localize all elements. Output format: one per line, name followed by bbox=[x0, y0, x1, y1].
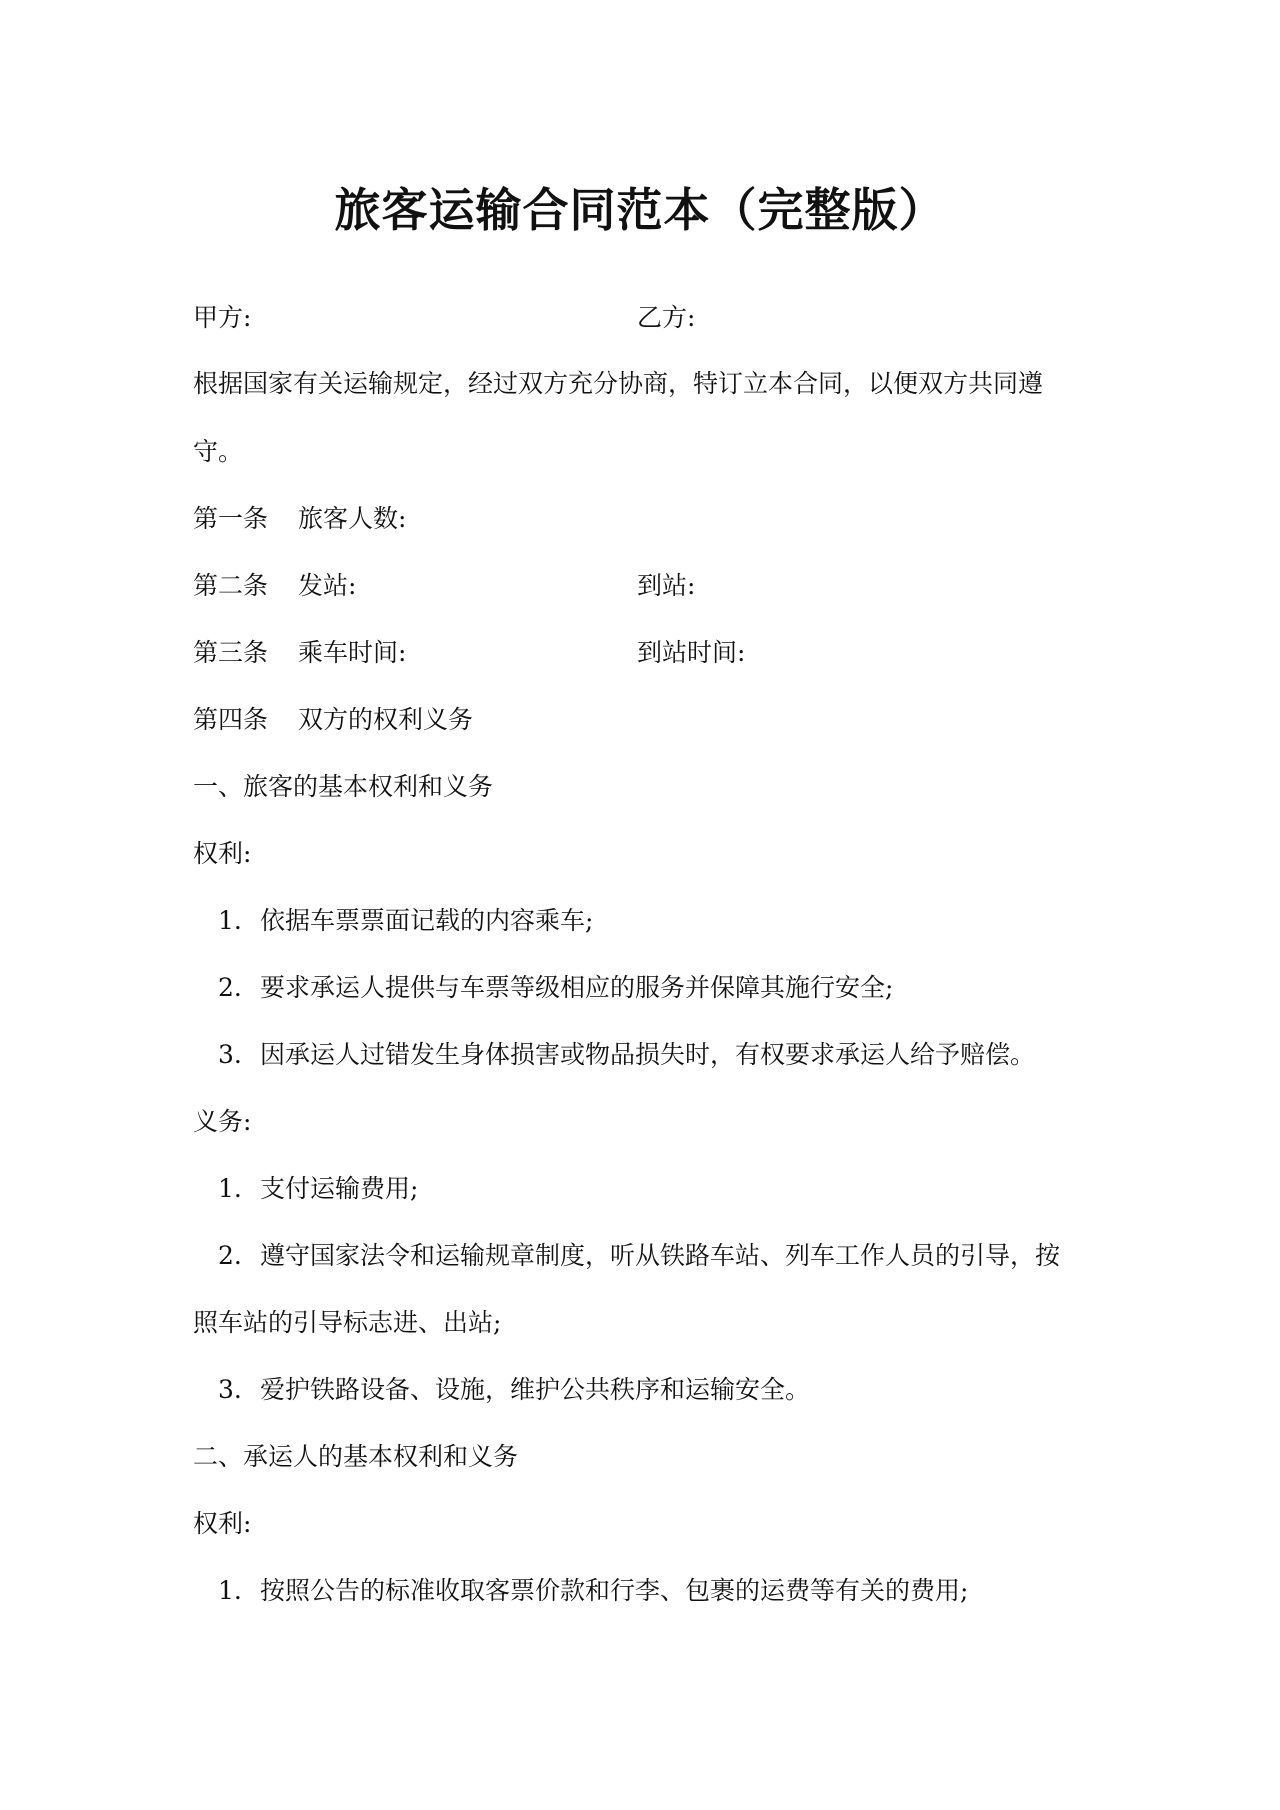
section-1-right-1-text: 依据车票票面记载的内容乘车; bbox=[260, 906, 594, 935]
article-1-text: 旅客人数: bbox=[298, 504, 407, 533]
document-title: 旅客运输合同范本（完整版） bbox=[334, 183, 946, 237]
section-2-heading: 二、承运人的基本权利和义务 bbox=[193, 1442, 519, 1471]
article-3-text: 乘车时间: bbox=[298, 638, 407, 667]
section-1-duties-label: 义务: bbox=[193, 1107, 252, 1136]
section-1-duty-2-text: 遵守国家法令和运输规章制度，听从铁路车站、列车工作人员的引导，按 bbox=[260, 1241, 1061, 1270]
section-1-duty-3-text: 爱护铁路设备、设施，维护公共秩序和运输安全。 bbox=[260, 1375, 811, 1404]
party-a-label: 甲方: bbox=[193, 303, 252, 332]
section-1-heading: 一、旅客的基本权利和义务 bbox=[193, 772, 494, 801]
section-1-right-2-num: 2. bbox=[218, 973, 242, 1002]
section-2-rights-label: 权利: bbox=[193, 1509, 252, 1538]
section-1-right-3-text: 因承运人过错发生身体损害或物品损失时，有权要求承运人给予赔偿。 bbox=[260, 1040, 1036, 1069]
article-4-label: 第四条 bbox=[193, 705, 269, 734]
article-1-label: 第一条 bbox=[193, 504, 269, 533]
section-1-right-3-num: 3. bbox=[218, 1040, 242, 1069]
section-2-right-1-num: 1. bbox=[218, 1576, 242, 1605]
party-b-label: 乙方: bbox=[637, 303, 696, 332]
section-1-right-2-text: 要求承运人提供与车票等级相应的服务并保障其施行安全; bbox=[260, 973, 894, 1002]
article-2-text: 发站: bbox=[298, 571, 357, 600]
article-4-text: 双方的权利义务 bbox=[298, 705, 474, 734]
article-3-right: 到站时间: bbox=[637, 638, 746, 667]
section-1-right-1-num: 1. bbox=[218, 906, 242, 935]
section-1-duty-2-num: 2. bbox=[218, 1241, 242, 1270]
intro-line-2: 守。 bbox=[193, 437, 244, 466]
intro-line-1: 根据国家有关运输规定，经过双方充分协商，特订立本合同，以便双方共同遵 bbox=[193, 369, 1044, 398]
section-1-duty-2-continuation: 照车站的引导标志进、出站; bbox=[193, 1308, 502, 1337]
article-2-label: 第二条 bbox=[193, 571, 269, 600]
article-3-label: 第三条 bbox=[193, 638, 269, 667]
section-1-duty-1-text: 支付运输费用; bbox=[260, 1174, 419, 1203]
section-2-right-1-text: 按照公告的标准收取客票价款和行李、包裹的运费等有关的费用; bbox=[260, 1576, 969, 1605]
section-1-duty-1-num: 1. bbox=[218, 1174, 242, 1203]
section-1-rights-label: 权利: bbox=[193, 839, 252, 868]
section-1-duty-3-num: 3. bbox=[218, 1375, 242, 1404]
article-2-right: 到站: bbox=[637, 571, 696, 600]
